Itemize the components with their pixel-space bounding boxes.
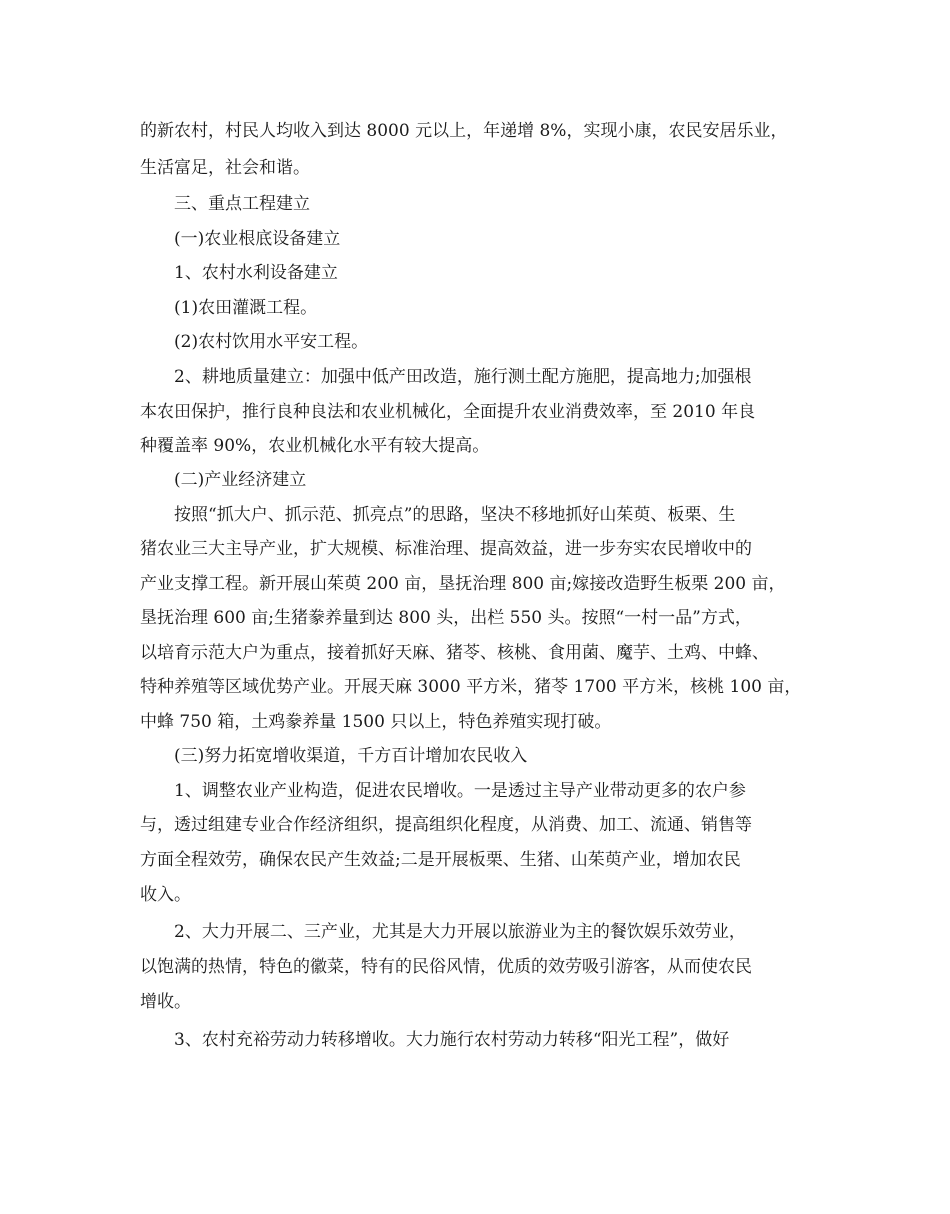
list-item: (2)农村饮用水平安工程。: [174, 332, 369, 352]
body-text-line: 与，透过组建专业合作经济组织，提高组织化程度，从消费、加工、流通、销售等: [140, 815, 752, 835]
body-text-line: 按照“抓大户、抓示范、抓亮点”的思路，坚决不移地抓好山茱萸、板栗、生: [174, 505, 736, 525]
subsection-heading: (二)产业经济建立: [174, 470, 307, 490]
body-text-line: 本农田保护，推行良种良法和农业机械化，全面提升农业消费效率，至 2010 年良: [140, 402, 756, 422]
body-text-line: 特种养殖等区域优势产业。开展天麻 3000 平方米，猪苓 1700 平方米，核桃 100 亩，: [140, 677, 802, 697]
body-text-line: 以培育示范大户为重点，接着抓好天麻、猪苓、核桃、食用菌、魔芋、土鸡、中蜂、: [140, 643, 769, 663]
body-text-line: 1、调整农业产业构造，促进农民增收。一是透过主导产业带动更多的农户参: [174, 781, 746, 801]
subsection-heading: (一)农业根底设备建立: [174, 229, 341, 249]
body-text-line: 中蜂 750 箱，土鸡豢养量 1500 只以上，特色养殖实现打破。: [140, 712, 612, 732]
body-text-line: 3、农村充裕劳动力转移增收。大力施行农村劳动力转移“阳光工程”，做好: [174, 1030, 730, 1050]
body-text-line: 猪农业三大主导产业，扩大规模、标准治理、提高效益，进一步夯实农民增收中的: [140, 539, 752, 559]
body-text-line: 2、耕地质量建立：加强中低产田改造，施行测土配方施肥，提高地力;加强根: [174, 367, 752, 387]
body-text-line: 种覆盖率 90%，农业机械化水平有较大提高。: [140, 436, 490, 456]
item-heading: 1、农村水利设备建立: [174, 263, 338, 283]
body-text-line: 生活富足，社会和谐。: [140, 158, 310, 178]
body-text-line: 方面全程效劳，确保农民产生效益;二是开展板栗、生猪、山茱萸产业，增加农民: [140, 850, 741, 870]
body-text-line: 以饱满的热情，特色的徽菜，特有的民俗风情，优质的效劳吸引游客，从而使农民: [140, 957, 752, 977]
body-text-line: 垦抚治理 600 亩;生猪豢养量到达 800 头，出栏 550 头。按照“一村一品”方式，: [140, 608, 752, 628]
section-heading: 三、重点工程建立: [174, 194, 310, 214]
body-text-line: 收入。: [140, 885, 191, 905]
body-text-line: 的新农村，村民人均收入到达 8000 元以上，年递增 8%，实现小康，农民安居乐业，: [140, 121, 788, 141]
list-item: (1)农田灌溉工程。: [174, 298, 318, 318]
body-text-line: 增收。: [140, 992, 191, 1012]
subsection-heading: (三)努力拓宽增收渠道，千方百计增加农民收入: [174, 746, 528, 766]
body-text-line: 产业支撑工程。新开展山茱萸 200 亩，垦抚治理 800 亩;嫁接改造野生板栗 200 亩，: [140, 574, 786, 594]
body-text-line: 2、大力开展二、三产业，尤其是大力开展以旅游业为主的餐饮娱乐效劳业，: [174, 922, 746, 942]
